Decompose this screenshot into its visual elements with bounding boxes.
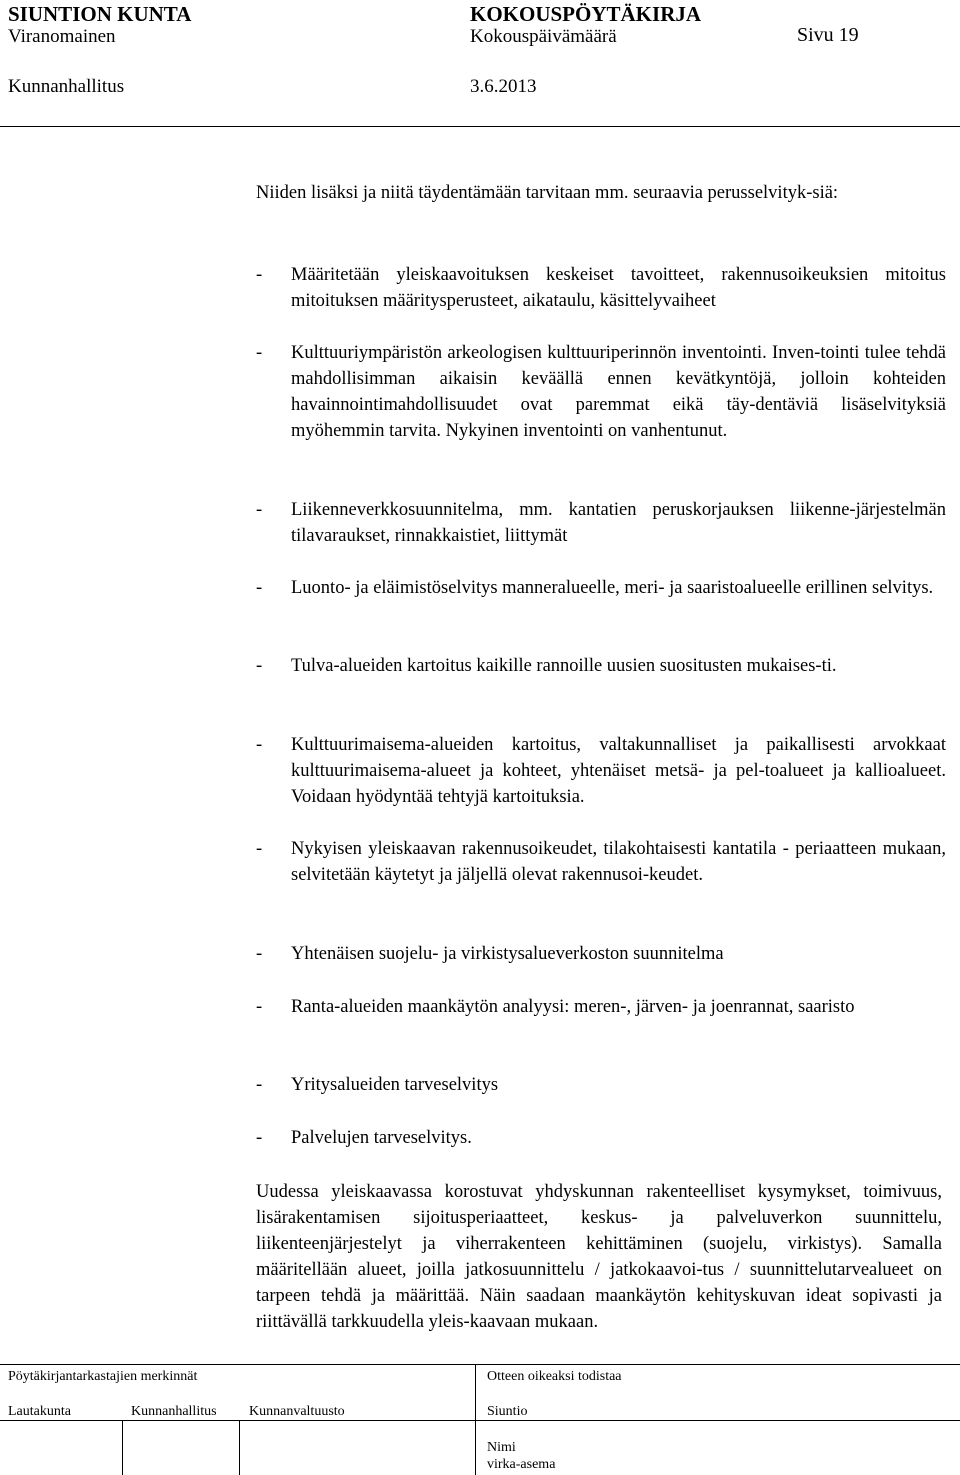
list-dash: -: [256, 500, 263, 520]
meeting-date: 3.6.2013: [470, 76, 537, 97]
list-dash: -: [256, 578, 263, 598]
checkers-label: Pöytäkirjantarkastajien merkinnät: [8, 1369, 198, 1384]
list-dash: -: [256, 735, 263, 755]
certified-label: Otteen oikeaksi todistaa: [487, 1369, 622, 1384]
list-item: [256, 262, 946, 314]
list-item-text: Yritysalueiden tarveselvitys: [291, 1075, 499, 1095]
list-item: [256, 575, 946, 601]
intro-paragraph: Niiden lisäksi ja niitä täydentämään tarvitaan mm. seuraavia perusselvityk-siä:: [256, 183, 839, 203]
footer-org-executive: Kunnanhallitus: [131, 1404, 217, 1419]
municipality-title: SIUNTION KUNTA: [8, 2, 192, 26]
footer-place: Siuntio: [487, 1404, 528, 1419]
list-dash: -: [256, 656, 263, 676]
list-dash: -: [256, 944, 263, 964]
footer-position-label: virka-asema: [487, 1457, 556, 1472]
list-item-text: Nykyisen yleiskaavan rakennusoikeudet, tilakohtaisesti kantatila - periaatteen mukaan, selvitetään käytetyt ja jäljellä olevat rakennusoi-keudet.: [291, 839, 946, 885]
list-item: [256, 836, 946, 888]
list-item: [256, 1125, 946, 1151]
meeting-date-label: Kokouspäivämäärä: [470, 26, 617, 47]
list-dash: -: [256, 265, 263, 285]
document-type-title: KOKOUSPÖYTÄKIRJA: [470, 2, 702, 26]
list-item: [256, 941, 946, 967]
closing-paragraph: Uudessa yleiskaavassa korostuvat yhdyskunnan rakenteelliset kysymykset, toimivuus, lisärakentamisen sijoitusperiaatteet, keskus- ja palveluverkon suunnittelu, liikenteenjärjestelyt ja viherrakenteen kehittäminen (suojelu, virkistys). Samalla määritellään alueet, joilla jatkosuunnittelu / jatkokaavoi-tus / suunnittelutarvealueet on tarpeen tehdä ja määrittää. Näin saadaan maankäytön kehityskuvan ideat sopivasti ja riittävällä tarkkuudella yleis-kaavaan mukaan.: [256, 1182, 942, 1332]
authority-label: Viranomainen: [8, 26, 116, 47]
list-item-text: Tulva-alueiden kartoitus kaikille rannoille uusien suositusten mukaises-ti.: [291, 656, 837, 676]
list-item-text: Määritetään yleiskaavoituksen keskeiset tavoitteet, rakennusoikeuksien mitoitus mitoituksen määritysperusteet, aikataulu, käsittelyvaiheet: [291, 265, 946, 311]
list-dash: -: [256, 839, 263, 859]
list-item: [256, 1072, 946, 1098]
list-item-text: Ranta-alueiden maankäytön analyysi: meren-, järven- ja joenrannat, saaristo: [291, 997, 855, 1017]
page-number: Sivu 19: [797, 24, 859, 46]
footer-middle-rule: [0, 1420, 960, 1421]
list-item-text: Yhtenäisen suojelu- ja virkistysalueverkoston suunnitelma: [291, 944, 724, 964]
header-divider: [0, 126, 960, 127]
footer-divider-1: [122, 1420, 123, 1475]
footer-top-rule: [0, 1364, 960, 1365]
list-item: [256, 653, 946, 679]
list-dash: -: [256, 343, 263, 363]
footer-divider-2: [239, 1420, 240, 1475]
list-item: [256, 340, 946, 444]
list-dash: -: [256, 997, 263, 1017]
list-item: [256, 994, 946, 1020]
authority-name: Kunnanhallitus: [8, 76, 125, 97]
list-item-text: Luonto- ja eläimistöselvitys manneralueelle, meri- ja saaristoalueelle erillinen selvitys.: [291, 578, 934, 598]
list-item-text: Liikenneverkkosuunnitelma, mm. kantatien peruskorjauksen liikenne-järjestelmän tilavaraukset, rinnakkaistiet, liittymät: [291, 500, 946, 546]
list-dash: -: [256, 1075, 263, 1095]
footer-org-council: Kunnanvaltuusto: [249, 1404, 345, 1419]
list-item-text: Palvelujen tarveselvitys.: [291, 1128, 472, 1148]
list-item: [256, 732, 946, 810]
list-item-text: Kulttuurimaisema-alueiden kartoitus, valtakunnalliset ja paikallisesti arvokkaat kulttuurimaisema-alueet ja kohteet, yhtenäiset metsä- ja pel-toalueet ja kallioalueet. Voidaan hyödyntää tehtyjä kartoituksia.: [291, 735, 946, 807]
footer-org-board: Lautakunta: [8, 1404, 71, 1419]
list-dash: -: [256, 1128, 263, 1148]
footer-center-divider: [475, 1364, 476, 1475]
list-item-text: Kulttuuriympäristön arkeologisen kulttuuriperinnön inventointi. Inven-tointi tulee tehdä mahdollisimman aikaisin keväällä ennen kevätkyntöjä, jolloin kohteiden havainnointimahdollisuudet ovat paremmat eikä täy-dentäviä lisäselvityksiä myöhemmin tarvita. Nykyinen inventointi on vanhentunut.: [291, 343, 946, 441]
footer-name-label: Nimi: [487, 1440, 516, 1455]
list-item: [256, 497, 946, 549]
